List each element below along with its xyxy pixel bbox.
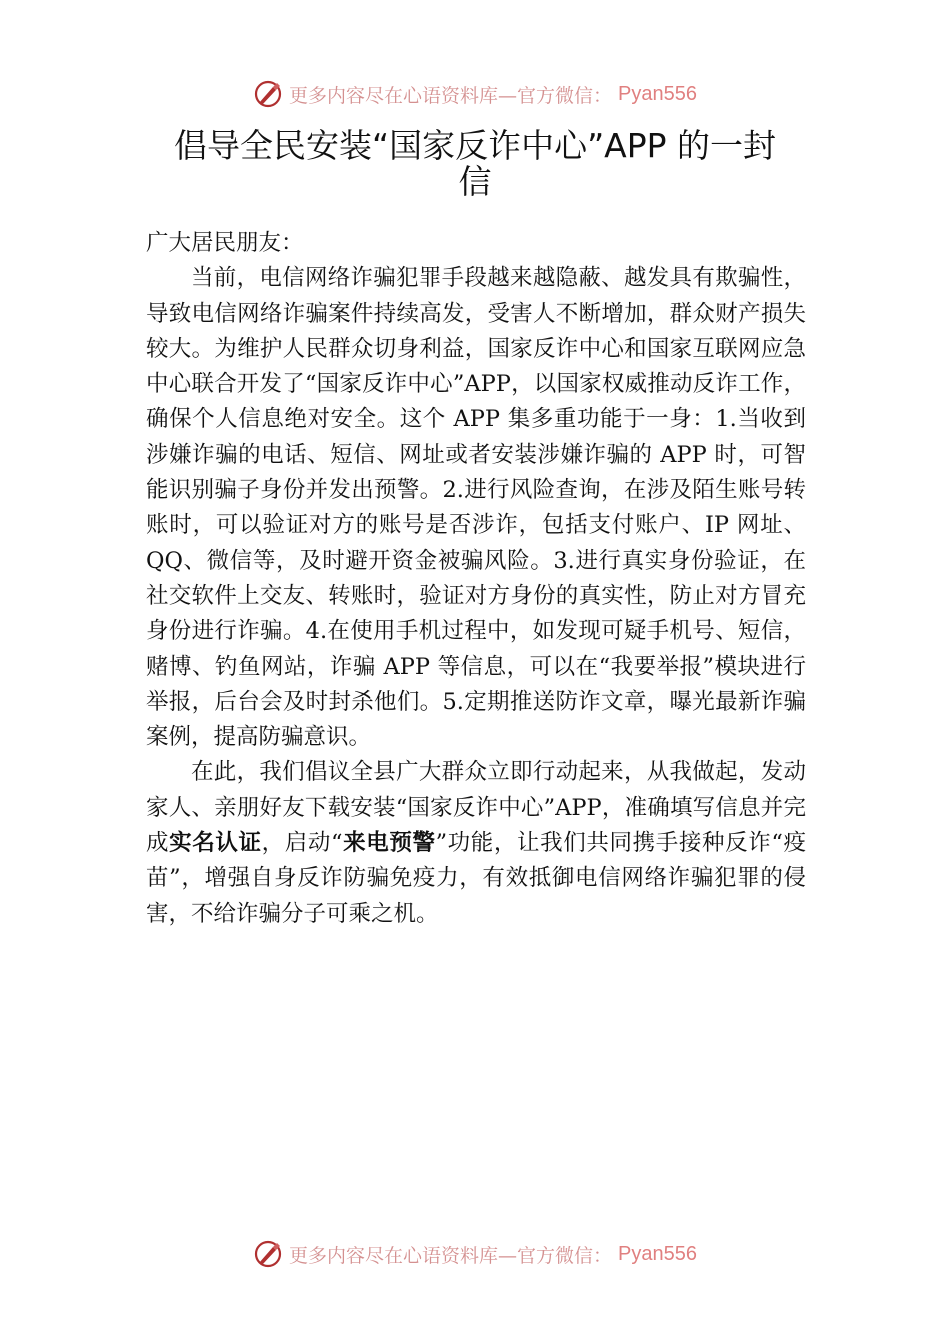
watermark-text: 更多内容尽在心语资料库—官方微信： (289, 84, 613, 107)
header-watermark (0, 74, 950, 114)
footer-watermark (0, 1234, 950, 1274)
pen-logo-icon (253, 1239, 283, 1269)
watermark-handle: Pyan556 (618, 82, 697, 105)
salutation: 广大居民朋友： (146, 230, 304, 256)
pen-logo-icon (253, 79, 283, 109)
document-title: 倡导全民安装“国家反诈中心”APP 的一封信 (173, 126, 777, 201)
paragraph-2-text-1: 在此，我们倡议全县广大群众立即行动起来，从我做起，发动家人、亲朋好友下载安装“国家反诈中心”APP，准确填写信息并完成 (146, 759, 806, 857)
watermark-handle: Pyan556 (618, 1242, 697, 1265)
paragraph-2 (146, 755, 806, 931)
watermark-text: 更多内容尽在心语资料库—官方微信： (289, 1244, 613, 1267)
bold-call-alert: 来电预警 (342, 830, 436, 857)
paragraph-2-text-3: ”功能，让我们共同携手接种反诈“疫苗”，增强自身反诈防骗免疫力，有效抵御电信网络诈骗犯罪的侵害，不给诈骗分子可乘之机。 (146, 830, 806, 927)
document-body (146, 226, 806, 932)
paragraph-1: 当前，电信网络诈骗犯罪手段越来越隐蔽、越发具有欺骗性，导致电信网络诈骗案件持续高发，受害人不断增加，群众财产损失较大。为维护人民群众切身利益，国家反诈中心和国家互联网应急中心联合开发了“国家反诈中心”APP，以国家权威推动反诈工作，确保个人信息绝对安全。这个 APP 集多重功能于一身：1.当收到涉嫌诈骗的电话、短信、网址或者安装涉嫌诈骗的 APP 时，可智能识别骗子身份并发出预警。2.进行风险查询，在涉及陌生账号转账时，可以验证对方的账号是否涉诈，包括支付账户、IP 网址、QQ、微信等，及时避开资金被骗风险。3.进行真实身份验证，在社交软件上交友、转账时，验证对方身份的真实性，防止对方冒充身份进行诈骗。4.在使用手机过程中，如发现可疑手机号、短信，赌博、钓鱼网站，诈骗 APP 等信息，可以在“我要举报”模块进行举报，后台会及时封杀他们。5.定期推送防诈文章，曝光最新诈骗案例，提高防骗意识。 (146, 265, 806, 751)
paragraph-2-text-2: ，启动“ (261, 830, 343, 857)
bold-realname-auth: 实名认证 (169, 830, 262, 857)
